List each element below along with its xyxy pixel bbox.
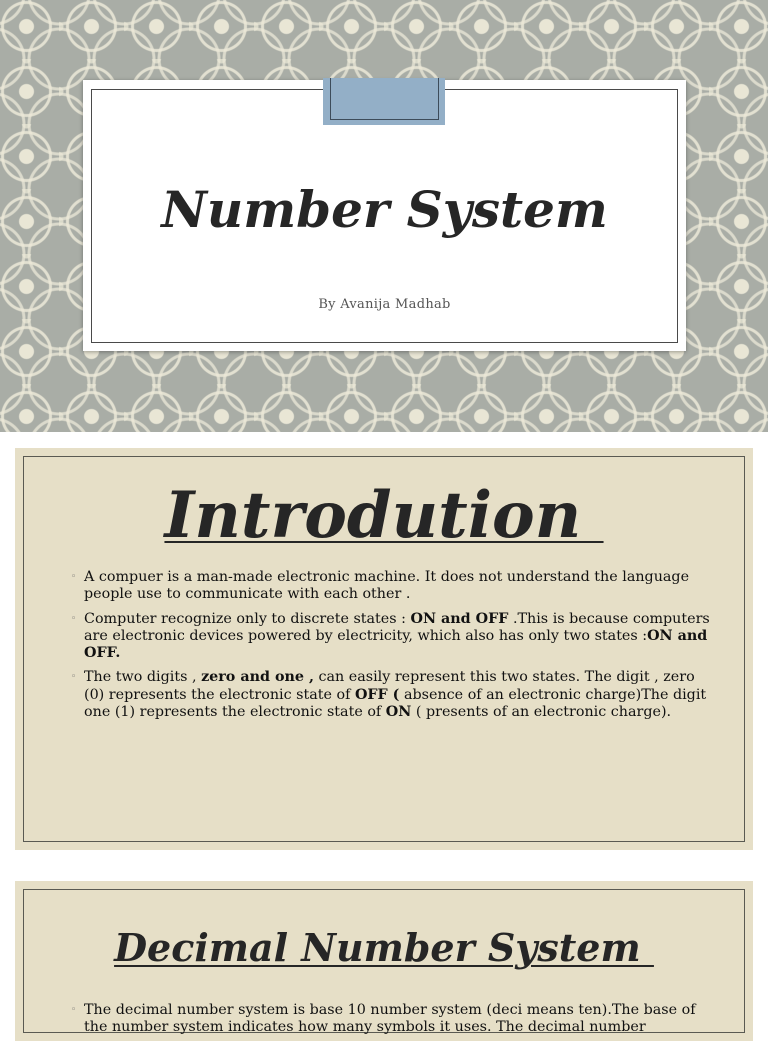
bullet-item bbox=[73, 611, 713, 663]
bullet-icon: ◦ bbox=[71, 1005, 77, 1015]
bold-text: ON bbox=[385, 704, 412, 721]
slide-heading: Introdution bbox=[164, 478, 604, 553]
bold-text: OFF ( bbox=[354, 686, 400, 703]
introduction-slide bbox=[15, 448, 753, 850]
text-run: ( presents of an electronic charge). bbox=[411, 704, 672, 721]
bold-text: ON and OFF bbox=[410, 610, 509, 627]
slide-subtitle: By Avanija Madhab bbox=[318, 297, 451, 312]
title-tab-decoration bbox=[323, 78, 445, 125]
bullet-item bbox=[73, 1002, 713, 1037]
bullet-list bbox=[73, 569, 713, 728]
slide-heading: Decimal Number System bbox=[114, 925, 654, 970]
text-run: The two digits , bbox=[84, 669, 202, 686]
text-run: absence of an electronic charge)The digit one (1) represents the electronic state of bbox=[84, 686, 707, 721]
text-run: A compuer is a man-made electronic machine. It does not understand the language people use to communicate with each other . bbox=[84, 569, 690, 603]
bullet-icon: ◦ bbox=[71, 613, 77, 624]
text-run: Computer recognize only to discrete states : bbox=[84, 610, 411, 627]
bullet-item bbox=[73, 569, 713, 604]
text-run: can easily represent this two states. The digit , zero (0) represents the electronic state of bbox=[84, 669, 695, 703]
bold-text: zero and one , bbox=[201, 669, 314, 686]
bullet-icon: ◦ bbox=[71, 572, 77, 582]
bullet-item bbox=[73, 669, 713, 721]
slide-title: Number System bbox=[161, 180, 608, 239]
text-run: .This is because computers are electronic devices powered by electricity, which also has only two states : bbox=[84, 610, 710, 644]
bullet-icon: ◦ bbox=[71, 672, 77, 683]
title-slide bbox=[0, 0, 768, 432]
bullet-list bbox=[73, 1002, 713, 1044]
bold-text: ON and OFF. bbox=[84, 627, 708, 662]
text-run: The decimal number system is base 10 number system (deci means ten).The base of the number system indicates how many symbols it uses. The decimal number bbox=[84, 1002, 696, 1036]
title-card bbox=[83, 80, 686, 351]
title-tab-inner bbox=[330, 78, 439, 120]
decimal-slide bbox=[15, 881, 753, 1041]
